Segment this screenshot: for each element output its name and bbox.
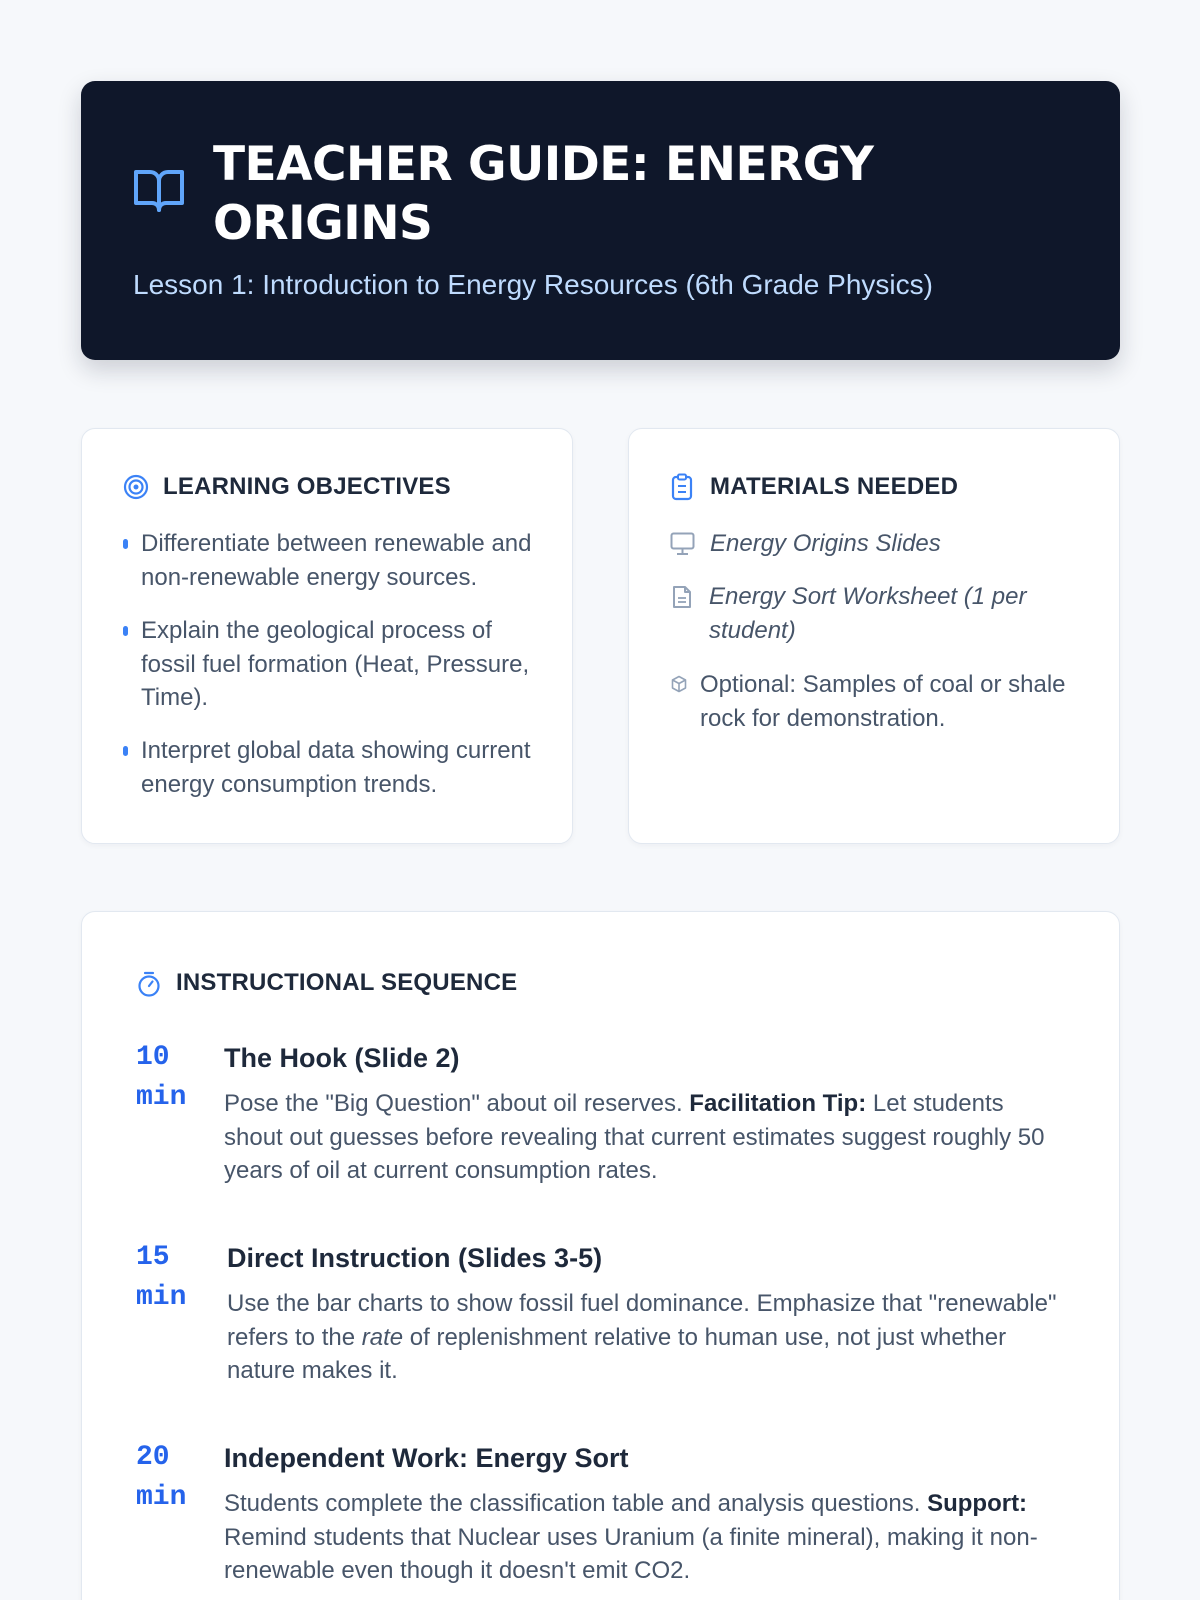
objective-item: Differentiate between renewable and non-renewable energy sources. — [141, 530, 532, 591]
materials-needed-card — [628, 428, 1120, 844]
step-support-label: Support: — [927, 1490, 1028, 1517]
step-time-unit: min — [136, 1282, 187, 1313]
step-time-value: 10 — [136, 1042, 170, 1073]
clipboard-icon — [671, 473, 693, 501]
step-time-unit: min — [136, 1482, 187, 1513]
objective-item: Interpret global data showing current energy consumption trends. — [141, 737, 531, 798]
step-duration — [136, 1238, 206, 1318]
material-item: Optional: Samples of coal or shale rock for demonstration. — [700, 671, 1066, 732]
page-header — [81, 81, 1120, 360]
page-subtitle: Lesson 1: Introduction to Energy Resources (6th Grade Physics) — [133, 269, 933, 300]
step-time-value: 15 — [136, 1242, 170, 1273]
sequence-title: INSTRUCTIONAL SEQUENCE — [176, 969, 518, 996]
material-item: Energy Origins Slides — [710, 530, 941, 557]
monitor-icon — [670, 532, 695, 556]
bullet-icon — [123, 626, 128, 636]
cube-icon — [671, 675, 687, 693]
step-title: Direct Instruction (Slides 3-5) — [227, 1243, 603, 1273]
step-time-unit: min — [136, 1082, 187, 1113]
page-title: TEACHER GUIDE: ENERGY ORIGINS — [213, 137, 874, 251]
step-title: Independent Work: Energy Sort — [224, 1443, 629, 1473]
book-open-icon — [133, 167, 185, 213]
step-description: Use the bar charts to show fossil fuel dominance. Emphasize that "renewable" refers to the rate of replenishment relative to human use, not just whether nature makes it. — [227, 1290, 1057, 1384]
objectives-title: LEARNING OBJECTIVES — [163, 473, 451, 500]
material-item: Energy Sort Worksheet (1 per student) — [709, 583, 1027, 644]
materials-title: MATERIALS NEEDED — [710, 473, 959, 500]
step-duration — [136, 1038, 206, 1118]
instructional-sequence-card — [81, 911, 1120, 1600]
step-description: Pose the "Big Question" about oil reserves. Facilitation Tip: Let students shout out guesses before revealing that current estimates suggest roughly 50 years of oil at current consumption rates. — [224, 1090, 1045, 1184]
stopwatch-icon — [137, 971, 161, 997]
objective-item: Explain the geological process of fossil fuel formation (Heat, Pressure, Time). — [141, 617, 530, 711]
bullet-icon — [123, 539, 128, 549]
step-duration — [136, 1438, 206, 1518]
bullet-icon — [123, 746, 128, 756]
step-tip-label: Facilitation Tip: — [689, 1090, 867, 1117]
target-icon — [123, 474, 149, 500]
learning-objectives-card — [81, 428, 573, 844]
step-description: Students complete the classification table and analysis questions. Support: Remind students that Nuclear uses Uranium (a finite mineral), making it non-renewable even though it doesn't emit CO2. — [224, 1490, 1038, 1584]
document-icon — [672, 585, 692, 609]
step-title: The Hook (Slide 2) — [224, 1043, 460, 1073]
step-time-value: 20 — [136, 1442, 170, 1473]
